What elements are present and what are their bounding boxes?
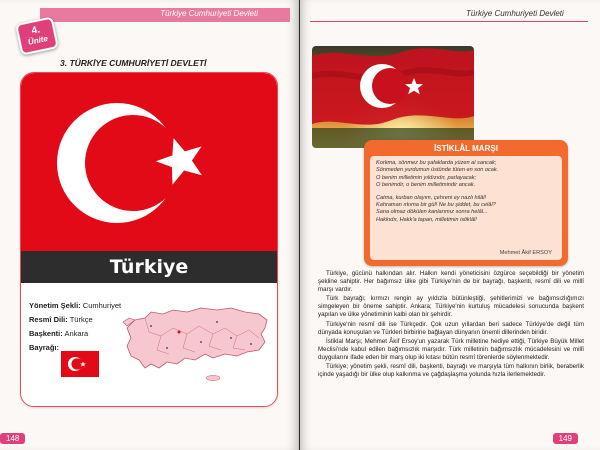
country-name-band: Türkiye bbox=[21, 251, 277, 283]
paragraph: Türk bayrağı; kırmızı rengin ay yıldızla bütünleştiği, şehitlerimizi ve bağımsızlığımızı simgeleyen bir öneme sahiptir. Ankara; Türkiye'nin kurtuluş mücadelesi sonucunda başkent yapılan ve ülke yönetiminin kalbi olan bir şehirdir. bbox=[318, 295, 584, 319]
country-info bbox=[21, 283, 277, 407]
poem-text bbox=[370, 156, 562, 260]
header-title: Türkiye Cumhuriyeti Devleti bbox=[160, 9, 258, 18]
turkey-map-shape bbox=[121, 298, 271, 384]
poem-line: Hakkıdır, Hakk'a tapan, milletimin istiklâl! bbox=[376, 216, 477, 223]
poem-line: O benimdir, o benim milletimindir ancak. bbox=[376, 182, 476, 189]
crescent-star-icon bbox=[21, 73, 277, 251]
flag-label: Bayrağı: bbox=[29, 343, 60, 352]
country-card bbox=[20, 72, 278, 407]
unit-number: 4. bbox=[30, 24, 42, 37]
page-number: 149 bbox=[553, 433, 578, 444]
government-value: Cumhuriyet bbox=[82, 301, 122, 310]
government-label: Yönetim Şekli: bbox=[29, 301, 81, 310]
section-title: 3. TÜRKİYE CUMHURİYETİ DEVLETİ bbox=[60, 58, 207, 68]
turkey-map bbox=[121, 298, 271, 384]
poem-line: Sönmeden yurdumun üstünde tüten en son ocak. bbox=[376, 167, 499, 174]
waving-flag-photo bbox=[312, 46, 474, 148]
capital-label: Başkenti: bbox=[29, 329, 63, 338]
language-row bbox=[29, 315, 93, 324]
government-row bbox=[29, 301, 121, 310]
unit-word: Ünite bbox=[27, 33, 49, 47]
turkish-flag-large bbox=[21, 73, 277, 251]
capital-value: Ankara bbox=[64, 329, 89, 338]
poem-line: Sana olmaz dökülen kanlarımız sonra helâl... bbox=[376, 209, 488, 216]
poem-line: O benim milletimin yıldızıdır, parlayacak; bbox=[376, 174, 477, 181]
poem-box bbox=[364, 140, 568, 266]
unit-badge bbox=[15, 16, 59, 55]
body-text bbox=[318, 270, 584, 380]
paragraph: Türkiye, gücünü halkından alır. Halkın kendi yöneticisini özgürce seçebildiği bir yönetim şekline sahiptir. Her bağımsız ülke gibi Türkiye'nin de bir bayrağı, başkenti, resmî dili ve millî marşı vardır. bbox=[318, 270, 584, 294]
capital-row bbox=[29, 329, 88, 338]
left-page bbox=[0, 0, 299, 450]
poem-title: İSTİKLÂL MARŞI bbox=[434, 144, 498, 153]
poem-line: Korkma, sönmez bu şafaklarda yüzen al sancak; bbox=[376, 160, 497, 166]
language-value: Türkçe bbox=[69, 315, 93, 324]
waving-flag-icon bbox=[312, 46, 474, 148]
crescent-star-small-icon bbox=[61, 351, 99, 377]
paragraph: İstiklal Marşı; Mehmet Âkif Ersoy'un yazarak Türk milletine hediye ettiği, Türkiye Büyük Millet Meclisi'nde kabul edilen bağımsızlık marşıdır. Türk milletinin bağımsızlık mücadelesini ve millî duygularını ifade eden bir marş olup iki kıtası bütün resmî törenlerde söylenmektedir. bbox=[318, 337, 584, 361]
poem-line: Çatma, kurban olayım, çehreni ey nazlı hilâl! bbox=[376, 194, 487, 201]
paragraph: Türkiye; yönetim şekli, resmî dili, başkenti, bayrağı ve marşıyla tüm halkının birlik, beraberlik içinde yaşadığı bir ülke olup kalkınma ve çağdaşlaşma yolunda hızla ilerlemektedir. bbox=[318, 363, 584, 379]
language-label: Resmî Dili: bbox=[29, 315, 68, 324]
turkish-flag-small bbox=[61, 351, 99, 377]
poem-author: Mehmet Âkif ERSOY bbox=[499, 250, 552, 256]
flag-row bbox=[29, 343, 59, 352]
right-page bbox=[300, 0, 600, 450]
page-number: 148 bbox=[0, 433, 25, 444]
poem-line: Kahraman ırkıma bir gül! Ne bu şiddet, bu celâl? bbox=[376, 202, 496, 209]
paragraph: Türkiye'nin resmî dili ise Türkçedir. Çok uzun yıllardan beri sadece Türkiye'de değil tüm dünyada konuşulan ve Türkleri birbirine bağlayan dünyanın önemli dillerinden biridir. bbox=[318, 320, 584, 336]
header-title: Türkiye Cumhuriyeti Devleti bbox=[466, 9, 564, 18]
